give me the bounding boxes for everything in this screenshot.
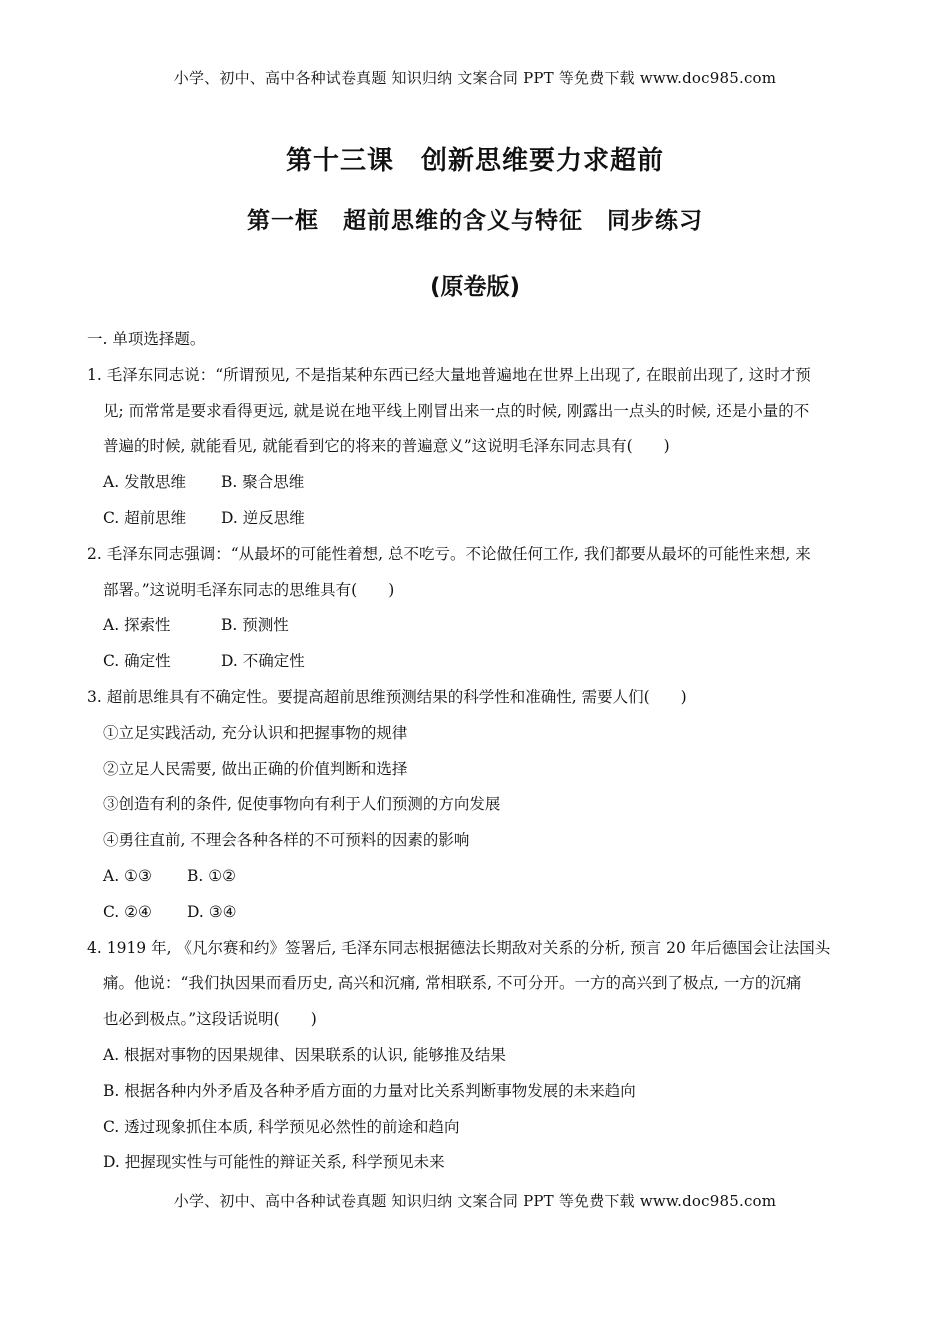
section-heading: 一. 单项选择题。 [87,330,206,348]
option-a: A. 探索性 [103,616,171,635]
question-text-line: 2. 毛泽东同志强调：“从最坏的可能性着想, 总不吃亏。不论做任何工作, 我们都要从最坏的可能性来想, 来 [87,544,811,563]
edition-label: (原卷版) [429,274,521,300]
question-text-line: 4. 1919 年, 《凡尔赛和约》签署后, 毛泽东同志根据德法长期敌对关系的分析, 预言 20 年后德国会让法国头 [87,938,831,957]
header-banner: 小学、初中、高中各种试卷真题 知识归纳 文案合同 PPT 等免费下载 www.doc985.com [173,69,777,87]
option-c: C. 确定性 [103,652,171,671]
option-d: D. ③④ [187,902,237,921]
statement-2: ②立足人民需要, 做出正确的价值判断和选择 [103,759,408,778]
option-row [87,644,869,680]
question-text-line: 1. 毛泽东同志说：“所谓预见, 不是指某种东西已经大量地普遍地在世界上出现了, 在眼前出现了, 这时才预 [87,365,811,384]
question-text-line: 部署。”这说明毛泽东同志的思维具有( ) [103,580,395,599]
question-text-line: 也必到极点。”这段话说明( ) [103,1010,317,1029]
option-a: A. 根据对事物的因果规律、因果联系的认识, 能够推及结果 [103,1045,506,1064]
question-text-line: 痛。他说：“我们执因果而看历史, 高兴和沉痛, 常相联系, 不可分开。一方的高兴到了极点, 一方的沉痛 [103,974,802,993]
option-a: A. 发散思维 [103,473,187,492]
option-b: B. 根据各种内外矛盾及各种矛盾方面的力量对比关系判断事物发展的未来趋向 [103,1081,636,1100]
option-c: C. 超前思维 [103,508,187,527]
question-text-line: 3. 超前思维具有不确定性。要提高超前思维预测结果的科学性和准确性, 需要人们( ) [87,687,687,706]
option-row [87,608,869,644]
option-row [87,465,869,501]
question-text-line: 普遍的时候, 就能看见, 就能看到它的将来的普遍意义”这说明毛泽东同志具有( ) [103,437,670,456]
option-row [87,501,869,537]
option-a: A. ①③ [103,866,152,885]
option-d: D. 逆反思维 [221,508,305,527]
statement-1: ①立足实践活动, 充分认识和把握事物的规律 [103,723,408,742]
question-2 [87,537,869,680]
exercise-content [87,322,869,1181]
option-c: C. 透过现象抓住本质, 科学预见必然性的前途和趋向 [103,1117,460,1136]
option-b: B. 聚合思维 [221,473,305,492]
option-b: B. 预测性 [221,616,289,635]
question-3 [87,680,869,931]
statement-4: ④勇往直前, 不理会各种各样的不可预料的因素的影响 [103,831,470,850]
option-row [87,859,869,895]
option-d: D. 把握现实性与可能性的辩证关系, 科学预见未来 [103,1153,445,1172]
option-c: C. ②④ [103,902,152,921]
frame-title: 第一框 超前思维的含义与特征 同步练习 [247,208,703,234]
question-text-line: 见; 而常常是要求看得更远, 就是说在地平线上刚冒出来一点的时候, 刚露出一点头的时候, 还是小量的不 [103,401,810,420]
footer-banner: 小学、初中、高中各种试卷真题 知识归纳 文案合同 PPT 等免费下载 www.doc985.com [173,1192,777,1210]
option-row [87,895,869,931]
option-b: B. ①② [187,866,237,885]
lesson-title: 第十三课 创新思维要力求超前 [285,146,664,176]
question-1 [87,358,869,537]
option-d: D. 不确定性 [221,652,305,671]
statement-3: ③创造有利的条件, 促使事物向有利于人们预测的方向发展 [103,795,501,814]
question-4 [87,931,869,1182]
